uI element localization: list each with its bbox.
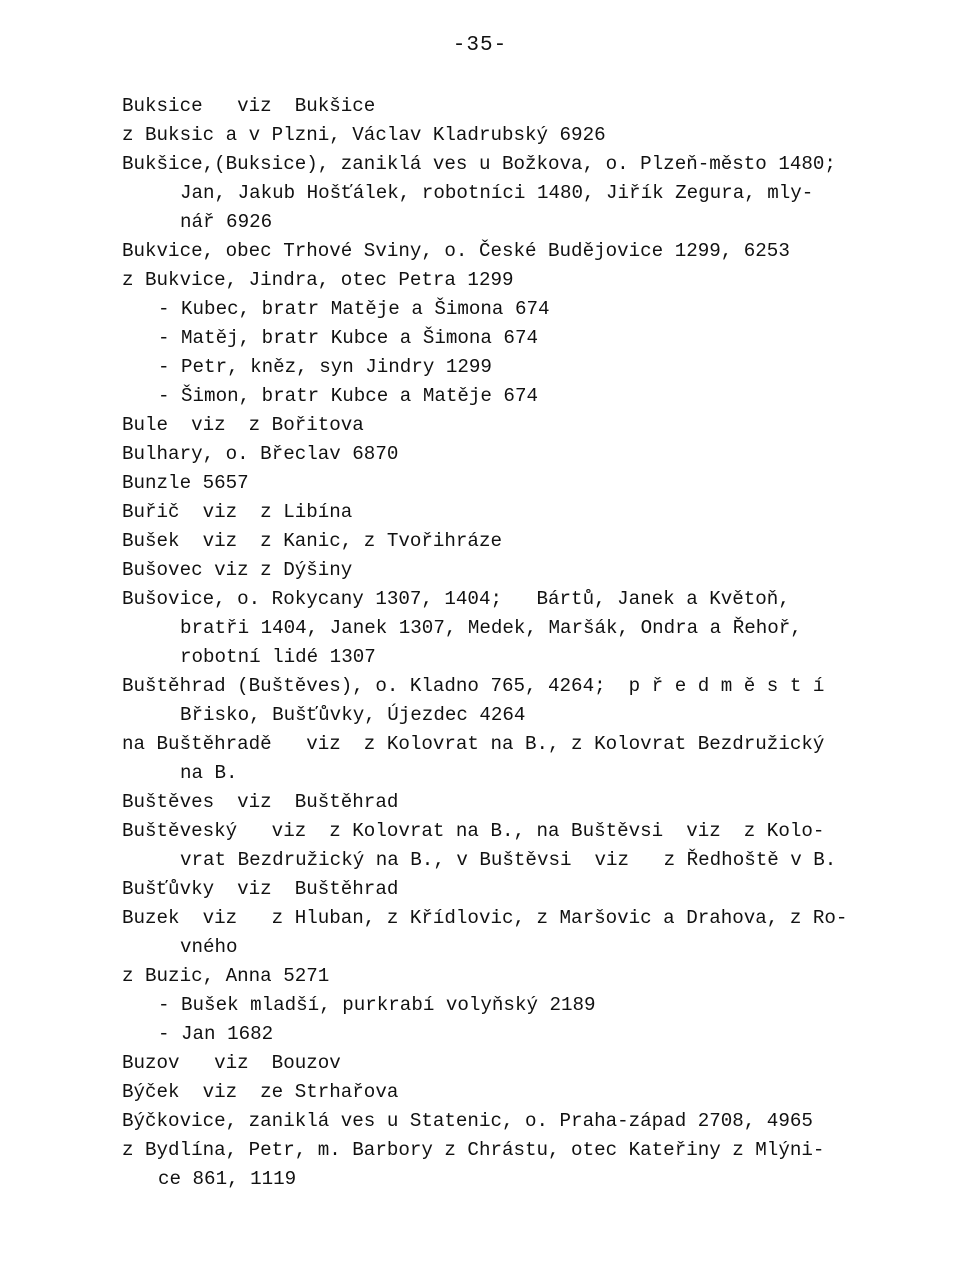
index-entry-line: Býčkovice, zaniklá ves u Statenic, o. Praha-západ 2708, 4965 <box>122 1110 813 1132</box>
index-continuation-line: bratři 1404, Janek 1307, Medek, Maršák, Ondra a Řehoř, <box>180 617 802 639</box>
index-entry-line: z Bydlína, Petr, m. Barbory z Chrástu, otec Kateřiny z Mlýni- <box>122 1139 825 1161</box>
index-entry-line: z Buksic a v Plzni, Václav Kladrubský 6926 <box>122 124 606 146</box>
index-subentry-line: - Matěj, bratr Kubce a Šimona 674 <box>158 327 538 349</box>
index-entry-line: Býček viz ze Strhařova <box>122 1081 399 1103</box>
index-continuation-line: robotní lidé 1307 <box>180 646 376 668</box>
index-entry-line: Bukšice,(Buksice), zaniklá ves u Božkova, o. Plzeň-město 1480; <box>122 153 836 175</box>
index-entry-line: Buzek viz z Hluban, z Křídlovic, z Maršovic a Drahova, z Ro- <box>122 907 848 929</box>
index-continuation-line: Jan, Jakub Hošťálek, robotníci 1480, Jiřík Zegura, mly- <box>180 182 814 204</box>
index-entry-line: Bule viz z Bořitova <box>122 414 364 436</box>
index-entry-line: Bušek viz z Kanic, z Tvořihráze <box>122 530 502 552</box>
index-entry-line: Bušovec viz z Dýšiny <box>122 559 353 581</box>
index-entry-line: Buřič viz z Libína <box>122 501 353 523</box>
index-subentry-line: - Petr, kněz, syn Jindry 1299 <box>158 356 492 378</box>
index-subentry-line: - Šimon, bratr Kubce a Matěje 674 <box>158 385 538 407</box>
index-continuation-line: ce 861, 1119 <box>158 1168 297 1190</box>
index-entry-line: z Bukvice, Jindra, otec Petra 1299 <box>122 269 514 291</box>
index-entry-line: Buštěveský viz z Kolovrat na B., na Buštěvsi viz z Kolo- <box>122 820 825 842</box>
index-continuation-line: na B. <box>180 762 238 784</box>
index-entry-line: Bunzle 5657 <box>122 472 249 494</box>
index-entry-line: Bušťůvky viz Buštěhrad <box>122 878 399 900</box>
index-continuation-line: Břisko, Bušťůvky, Újezdec 4264 <box>180 704 526 726</box>
index-entry-line: Buzov viz Bouzov <box>122 1052 341 1074</box>
index-continuation-line: vného <box>180 936 238 958</box>
index-entry-line: Buštěhrad (Buštěves), o. Kladno 765, 4264; p ř e d m ě s t í <box>122 675 825 697</box>
page-number: -35- <box>452 34 508 57</box>
index-subentry-line: - Bušek mladší, purkrabí volyňský 2189 <box>158 994 596 1016</box>
index-entry-line: Bukvice, obec Trhové Sviny, o. České Budějovice 1299, 6253 <box>122 240 790 262</box>
index-entry-line: z Buzic, Anna 5271 <box>122 965 330 987</box>
index-entry-line: Buštěves viz Buštěhrad <box>122 791 399 813</box>
index-entry-line: Buksice viz Bukšice <box>122 95 376 117</box>
index-entries <box>122 92 862 1194</box>
index-entry-line: na Buštěhradě viz z Kolovrat na B., z Kolovrat Bezdružický <box>122 733 825 755</box>
index-subentry-line: - Kubec, bratr Matěje a Šimona 674 <box>158 298 550 320</box>
index-entry-line: Bušovice, o. Rokycany 1307, 1404; Bártů, Janek a Květoň, <box>122 588 790 610</box>
index-continuation-line: vrat Bezdružický na B., v Buštěvsi viz z Ředhoště v B. <box>180 849 837 871</box>
index-entry-line: Bulhary, o. Břeclav 6870 <box>122 443 399 465</box>
index-continuation-line: nář 6926 <box>180 211 273 233</box>
index-subentry-line: - Jan 1682 <box>158 1023 274 1045</box>
